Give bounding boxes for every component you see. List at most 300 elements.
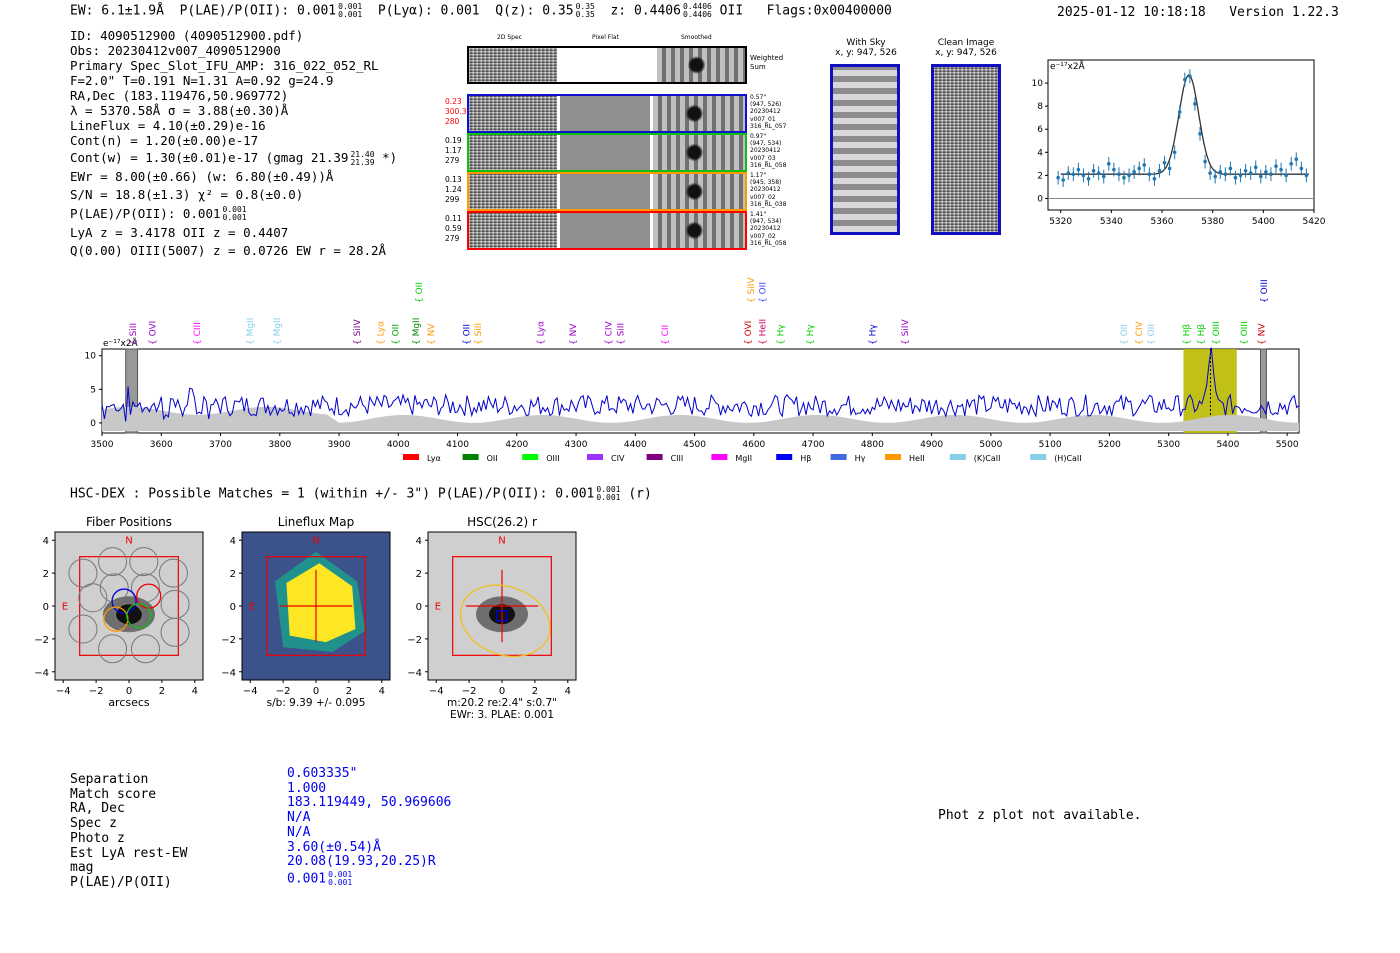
fit-data-point <box>1289 162 1293 166</box>
spec-legend-swatch <box>950 454 966 460</box>
fit-data-point <box>1279 168 1283 172</box>
z-value: z: 0.4406 <box>610 3 681 19</box>
weighted-label: Weighted <box>750 54 784 62</box>
with-sky-label: With Sky <box>846 38 886 48</box>
fit-data-point <box>1087 177 1091 181</box>
cutout-meta: 1.41" <box>750 211 767 218</box>
spec-xtick-label: 4900 <box>920 440 944 450</box>
panel-xtick-label: 2 <box>158 686 166 697</box>
panel-ytick-label: −4 <box>221 667 236 679</box>
fit-data-point <box>1244 169 1248 173</box>
fit-data-point <box>1158 169 1162 173</box>
cutout-meta: (947, 534) <box>750 218 782 226</box>
with-sky-title <box>826 38 906 58</box>
hsc-panel-title: Fiber Positions <box>85 515 173 529</box>
match-label: P(LAE)/P(OII) <box>70 874 172 890</box>
spec-line-marker: { CIV <box>604 321 615 345</box>
fit-data-point <box>1168 167 1172 171</box>
spec-line-marker: { CIV <box>1134 321 1145 345</box>
match-plae-fraction <box>328 871 352 887</box>
weighted-smooth-image <box>657 48 745 82</box>
spec-legend-label: CIII <box>670 454 684 463</box>
cutout-smooth-image <box>653 135 745 170</box>
cutout-meta: 316_RL_058 <box>750 161 787 169</box>
match-label: Match score <box>70 786 157 802</box>
spec-line-marker: { OIII <box>1212 321 1223 345</box>
spec-legend-label: HeII <box>909 454 925 463</box>
ew-value: EW: 6.1±1.9Å <box>70 3 164 19</box>
spec-line-marker: { SiIV <box>352 319 363 345</box>
spec-line-marker: { HeII <box>758 318 769 345</box>
spec-legend-label: Lyα <box>427 454 441 463</box>
timestamp-version <box>1057 5 1339 20</box>
plya-value: P(Lyα): 0.001 <box>377 3 480 19</box>
cutout-meta: 0.57" <box>750 94 767 101</box>
fit-ytick-label: 6 <box>1037 125 1043 136</box>
cutout-row-meta <box>750 133 786 169</box>
weighted-sum-label <box>750 54 783 72</box>
hsc-panel-title: Lineflux Map <box>277 515 355 529</box>
spec-xtick-label: 5300 <box>1157 440 1181 450</box>
fit-data-point <box>1163 161 1167 165</box>
cutout-stat: 1.17 <box>445 146 462 155</box>
full-spectrum-chart <box>80 275 1320 465</box>
fit-data-point <box>1269 172 1273 176</box>
ra-dec: RA,Dec (183.119476,50.969772) <box>70 88 289 103</box>
fit-data-point <box>1249 171 1253 175</box>
plae-fraction <box>338 3 362 19</box>
cont-w-end: *) <box>382 150 398 165</box>
fit-xtick-label: 5400 <box>1251 217 1275 227</box>
panel-xtick-label: −4 <box>428 686 444 697</box>
clean-xy: x, y: 947, 526 <box>935 48 997 58</box>
fit-data-point <box>1229 167 1233 171</box>
panel-xtick-label: −2 <box>275 686 291 697</box>
spec-xtick-label: 4000 <box>386 440 410 450</box>
hsc-plae-sup: 0.001 <box>596 485 621 494</box>
cutout-stat: 0.13 <box>445 175 462 184</box>
panel-xtick-label: 2 <box>531 686 539 697</box>
spec-xtick-label: 4200 <box>505 440 529 450</box>
panel-ytick-label: 0 <box>415 602 422 613</box>
spec-line-marker: { CII <box>660 324 671 345</box>
fit-xtick-label: 5380 <box>1201 217 1225 227</box>
lya-oii-z: LyA z = 3.4178 OII z = 0.4407 <box>70 225 289 240</box>
match-value: 0.001 0.001 0.001 <box>287 869 353 887</box>
cutout-stat: 0.19 <box>445 136 462 145</box>
spec-legend-swatch <box>587 454 603 460</box>
fit-data-point <box>1264 170 1268 174</box>
spec-ytick-label: 0 <box>90 418 96 429</box>
cutout-stat: 1.24 <box>445 185 462 194</box>
fit-data-point <box>1077 168 1081 172</box>
spec-legend-label: MgII <box>735 454 753 463</box>
spec-xtick-label: 4400 <box>623 440 647 450</box>
panel-xtick-label: −4 <box>242 686 258 697</box>
cutout-smooth-image <box>653 213 745 248</box>
match-plae-sub: 0.001 <box>328 877 353 887</box>
cutout-flat-image <box>557 96 653 131</box>
fit-data-point <box>1097 171 1101 175</box>
fit-xtick-label: 5360 <box>1150 217 1174 227</box>
fit-xtick-label: 5420 <box>1302 217 1326 227</box>
cont-n: Cont(n) = 1.20(±0.00)e-17 <box>70 133 259 148</box>
detection-info <box>70 28 397 258</box>
gmag-sup: 21.40 <box>350 149 375 159</box>
spec-legend-label: (K)CaII <box>973 454 1001 463</box>
fit-data-point <box>1142 163 1146 167</box>
fit-data-point <box>1112 168 1116 172</box>
panel-caption-2: EWr: 3. PLAE: 0.001 <box>449 709 555 721</box>
fit-data-point <box>1092 169 1096 173</box>
hsc-panel-3 <box>407 515 576 721</box>
col-smoothed: Smoothed <box>681 34 712 41</box>
panel-xtick-label: 0 <box>125 686 133 697</box>
spec-line-marker: { NV <box>426 323 437 345</box>
header-bar <box>70 3 892 19</box>
plae-value: P(LAE)/P(OII): 0.001 <box>179 3 337 19</box>
hsc-panels <box>34 510 600 725</box>
cutout-meta: (947, 526) <box>750 101 782 109</box>
flags-value: Flags:0x00400000 <box>766 3 892 19</box>
spec-xtick-label: 5500 <box>1275 440 1299 450</box>
observation-id: Obs: 20230412v007_4090512900 <box>70 43 281 58</box>
spec-line-marker: { CIII <box>192 322 203 345</box>
fit-data-point <box>1234 176 1238 180</box>
cutout-stat: 0.23 <box>445 97 462 106</box>
photz-message: Phot z plot not available. <box>938 808 1142 823</box>
fit-frame <box>1048 60 1314 210</box>
spec-xtick-label: 3500 <box>90 440 114 450</box>
cutout-flat-image <box>557 174 653 209</box>
match-values <box>287 767 451 887</box>
fit-data-point <box>1193 102 1197 106</box>
fit-data-point <box>1137 167 1141 171</box>
cutout-row-3 <box>467 172 747 211</box>
spec-ytick-label: 5 <box>90 385 96 396</box>
panel-ytick-label: −2 <box>407 634 422 646</box>
match-value: 3.60(±0.54)Å <box>287 839 381 855</box>
signal-noise: S/N = 18.8(±1.3) χ² = 0.8(±0.0) <box>70 186 304 202</box>
cutout-meta: 20230412 <box>750 108 781 116</box>
spec-legend-label: Hβ <box>800 454 812 463</box>
spec-legend-swatch <box>885 454 901 460</box>
hsc-plae-sub: 0.001 <box>596 493 621 502</box>
spec-line-marker: { Hβ <box>1182 323 1193 345</box>
cutout-meta: 316_RL_058 <box>750 239 787 247</box>
panel-ytick-label: 2 <box>229 569 236 581</box>
spec-line-marker: { NV <box>1257 323 1268 345</box>
cutout-stat: 300.3 <box>445 107 467 116</box>
east-label: E <box>434 601 442 613</box>
cutout-flat-image <box>557 213 653 248</box>
spec-legend-swatch <box>403 454 419 460</box>
cutout-row-meta <box>750 94 786 130</box>
cutout-stat: 279 <box>445 234 460 243</box>
spec-line-marker: { Lyα <box>376 320 387 345</box>
hsc-title-text: HSC-DEX : Possible Matches = 1 (within +/- 3") P(LAE)/P(OII): 0.001 <box>70 486 595 502</box>
panel-ytick-label: 0 <box>42 602 49 613</box>
gmag-fraction <box>350 151 374 167</box>
detection-id: ID: 4090512900 (4090512900.pdf) <box>70 28 304 43</box>
match-value: 1.000 <box>287 780 327 796</box>
fit-data-point <box>1122 176 1126 180</box>
spec-legend-label: Hγ <box>854 454 866 463</box>
hsc-title-end: (r) <box>628 486 652 502</box>
panel-xtick-label: 0 <box>498 686 506 697</box>
spec-line-marker: { OVI <box>743 320 754 345</box>
plae-info-sup: 0.001 <box>222 205 247 214</box>
weighted-flat-image <box>557 48 657 82</box>
col-2d-spec: 2D Spec <box>497 34 522 41</box>
cutout-row-1 <box>467 94 747 133</box>
panel-xtick-label: −2 <box>461 686 477 697</box>
plae-info-sub: 0.001 <box>222 213 247 222</box>
plae-sup: 0.001 <box>338 2 363 11</box>
fit-data-point <box>1072 172 1076 176</box>
fit-data-point <box>1218 170 1222 174</box>
fit-data-point <box>1183 78 1187 82</box>
spec-xtick-label: 5100 <box>1038 440 1062 450</box>
wavelength-sigma: λ = 5370.58Å σ = 3.88(±0.30)Å <box>70 103 289 118</box>
cutout-2d-image <box>469 213 557 248</box>
cont-w-text: Cont(w) = 1.30(±0.01)e-17 (gmag 21.39 <box>70 150 349 165</box>
fit-xtick-label: 5320 <box>1049 217 1073 227</box>
fit-data-point <box>1198 132 1202 136</box>
spec-legend-label: OIII <box>546 454 560 463</box>
with-sky-xy: x, y: 947, 526 <box>835 48 897 58</box>
panel-ytick-label: −2 <box>34 634 49 646</box>
fit-data-point <box>1153 177 1157 181</box>
emission-fit-chart <box>1020 50 1326 235</box>
cutout-meta: v007_01 <box>750 115 776 123</box>
cutout-meta: 20230412 <box>750 186 781 194</box>
line-flux: LineFlux = 4.10(±0.29)e-16 <box>70 118 266 133</box>
fit-data-point <box>1061 178 1065 182</box>
match-label: Est LyA rest-EW <box>70 845 188 861</box>
cutout-meta: v007_02 <box>750 232 776 240</box>
match-value: 183.119449, 50.969606 <box>287 795 452 811</box>
panel-xtick-label: 2 <box>345 686 353 697</box>
spec-line-marker: { OII <box>462 324 473 345</box>
cutout-stat: 279 <box>445 156 460 165</box>
panel-xtick-label: 4 <box>564 686 571 697</box>
fit-data-point <box>1188 74 1192 78</box>
hsc-plae-fraction <box>596 486 620 502</box>
fit-data-point <box>1132 170 1136 174</box>
match-label: Photo z <box>70 830 125 846</box>
cutout-row-stats <box>445 97 466 127</box>
panel-ytick-label: −4 <box>34 667 49 679</box>
plae-line <box>70 206 397 223</box>
fit-data-point <box>1239 174 1243 178</box>
spec-slot: Primary Spec_Slot_IFU_AMP: 316_022_052_RL <box>70 58 379 73</box>
panel-xtick-label: −4 <box>55 686 71 697</box>
panel-ytick-label: 4 <box>42 536 49 548</box>
spec-xtick-label: 4100 <box>446 440 469 450</box>
fit-data-point <box>1305 174 1309 178</box>
fit-data-point <box>1259 175 1263 179</box>
fit-data-point <box>1082 174 1086 178</box>
panel-ytick-label: 4 <box>415 536 422 548</box>
hsc-panel-title: HSC(26.2) r <box>467 515 537 529</box>
spec-line-marker: { Hγ <box>868 324 879 345</box>
cutout-smooth-image <box>653 174 745 209</box>
cutout-meta: 316_RL_038 <box>750 200 787 208</box>
fit-ytick-label: 2 <box>1037 171 1043 182</box>
north-label: N <box>312 535 320 547</box>
fit-ytick-label: 8 <box>1037 102 1043 113</box>
spec-xtick-label: 3700 <box>209 440 232 450</box>
spec-xtick-label: 5200 <box>1097 440 1121 450</box>
qz-sub: 0.35 <box>575 10 595 19</box>
qz-value: Q(z): 0.35 <box>495 3 574 19</box>
spec-legend-swatch <box>647 454 663 460</box>
cutout-meta: 1.17" <box>750 172 767 179</box>
match-plae-sup: 0.001 <box>328 869 353 879</box>
match-label: mag <box>70 860 94 876</box>
spec-line-marker: { OIII <box>1239 321 1250 345</box>
panel-xlabel: arcsecs <box>108 696 150 709</box>
gmag-sub: 21.39 <box>350 157 375 167</box>
panel-xtick-label: 4 <box>191 686 198 697</box>
clean-image-title <box>926 38 1006 58</box>
cutout-row-meta <box>750 211 786 247</box>
clean-image <box>931 64 1001 235</box>
panel-caption: m:20.2 re:2.4" s:0.7" <box>447 697 557 709</box>
sum-label: Sum <box>750 63 766 71</box>
spec-xtick-label: 5400 <box>1216 440 1240 450</box>
cont-w <box>70 150 397 167</box>
timestamp: 2025-01-12 10:18:18 <box>1057 5 1206 20</box>
spec-legend-label: (H)CaII <box>1054 454 1082 463</box>
spec-legend-swatch <box>711 454 727 460</box>
spec-line-marker: { MgII <box>272 317 283 345</box>
fit-data-point <box>1284 174 1288 178</box>
cutout-smooth-image <box>653 96 745 131</box>
cutout-stat: 299 <box>445 195 460 204</box>
match-value: 20.08(19.93,20.25)R <box>287 854 436 870</box>
fit-data-point <box>1173 151 1177 155</box>
fit-data-point <box>1213 175 1217 179</box>
spec-line-marker: { OVI <box>148 320 159 345</box>
east-label: E <box>61 601 69 613</box>
fit-data-point <box>1224 172 1228 176</box>
match-value: N/A <box>287 810 311 826</box>
ew-rest: EWr = 8.00(±0.66) (w: 6.80(±0.49))Å <box>70 168 334 184</box>
fit-data-point <box>1117 172 1121 176</box>
hsc-panel-2 <box>221 515 390 709</box>
fit-ytick-label: 0 <box>1037 194 1043 205</box>
panel-xtick-label: 0 <box>312 686 320 697</box>
spec-line-marker: { MgII <box>412 317 423 345</box>
cutout-row-2 <box>467 133 747 172</box>
spec-legend-swatch <box>776 454 792 460</box>
north-label: N <box>125 535 133 547</box>
fit-data-point <box>1148 172 1152 176</box>
panel-caption: s/b: 9.39 +/- 0.095 <box>266 697 366 709</box>
spec-line-marker: { OIII <box>1260 279 1271 303</box>
fit-data-point <box>1102 175 1106 179</box>
panel-xtick-label: 4 <box>378 686 385 697</box>
plae-info-fraction <box>223 206 247 222</box>
spec-xtick-label: 4800 <box>860 440 884 450</box>
spec-line-marker: { OII <box>391 324 402 345</box>
cutout-2d-image <box>469 96 557 131</box>
cutout-stat: 0.59 <box>445 224 462 233</box>
cutout-stat: 0.11 <box>445 214 462 223</box>
cutout-meta: 20230412 <box>750 225 781 233</box>
spec-line-marker: { Hβ <box>1197 323 1208 345</box>
panel-ytick-label: 4 <box>229 536 236 548</box>
match-labels <box>70 773 187 891</box>
hsc-panel-1 <box>34 515 203 709</box>
spec-legend-swatch <box>522 454 538 460</box>
fit-xtick-label: 5340 <box>1099 217 1123 227</box>
spec-xtick-label: 5000 <box>979 440 1003 450</box>
cutout-stat: 280 <box>445 117 460 126</box>
panel-ytick-label: 2 <box>42 569 49 581</box>
cutout-meta: 0.97" <box>750 133 767 140</box>
spec-legend-swatch <box>831 454 847 460</box>
cutout-meta: v007_02 <box>750 193 776 201</box>
spec-line-marker: { Hγ <box>776 324 787 345</box>
hsc-dex-title <box>70 486 652 502</box>
spec-legend-label: CIV <box>611 454 625 463</box>
cutout-row-stats <box>445 214 462 244</box>
spec-xtick-label: 4500 <box>683 440 707 450</box>
spec-line-marker: { Lyα <box>536 320 547 345</box>
match-label: RA, Dec <box>70 801 125 817</box>
cutout-meta: (945, 358) <box>750 179 782 187</box>
fit-data-point <box>1056 176 1060 180</box>
spec-line-marker: { SiIV <box>900 319 911 345</box>
spec-line-marker: { SiIV <box>746 277 757 303</box>
spec-legend-label: OII <box>486 454 498 463</box>
fit-data-point <box>1274 164 1278 168</box>
fit-data-point <box>1066 171 1070 175</box>
spec-xtick-label: 4300 <box>564 440 588 450</box>
cutout-row-stats <box>445 175 462 205</box>
fit-data-point <box>1203 160 1207 164</box>
cutout-2d-image <box>469 135 557 170</box>
spec-line-marker: { SiII <box>616 322 627 345</box>
spec-legend-swatch <box>463 454 479 460</box>
panel-ytick-label: 2 <box>415 569 422 581</box>
spec-line-marker: { SiII <box>128 322 139 345</box>
fit-data-point <box>1107 162 1111 166</box>
z-sup: 0.4406 <box>682 2 712 11</box>
quality-line: Q(0.00) OIII(5007) z = 0.0726 EW r = 28.2Å <box>70 243 387 258</box>
qz-fraction <box>576 3 595 19</box>
spec-xtick-label: 4700 <box>801 440 825 450</box>
fit-data-point <box>1208 171 1212 175</box>
fit-data-point <box>1300 167 1304 171</box>
fit-ylabel: e⁻¹⁷x2Å <box>1050 62 1085 72</box>
panel-ytick-label: 0 <box>229 602 236 613</box>
fit-data-point <box>1294 157 1298 161</box>
col-pixel-flat: Pixel Flat <box>592 34 619 41</box>
panel-ytick-label: −4 <box>407 667 422 679</box>
spec-line-marker: { OII <box>1146 324 1157 345</box>
spec-line-marker: { SiII <box>474 322 485 345</box>
z-line: OII <box>719 3 744 19</box>
clean-label: Clean Image <box>937 38 995 48</box>
weighted-sum-panel <box>467 46 747 84</box>
plae-text: P(LAE)/P(OII): 0.001 <box>70 205 221 221</box>
z-sub: 0.4406 <box>682 10 712 19</box>
z-fraction <box>683 3 712 19</box>
